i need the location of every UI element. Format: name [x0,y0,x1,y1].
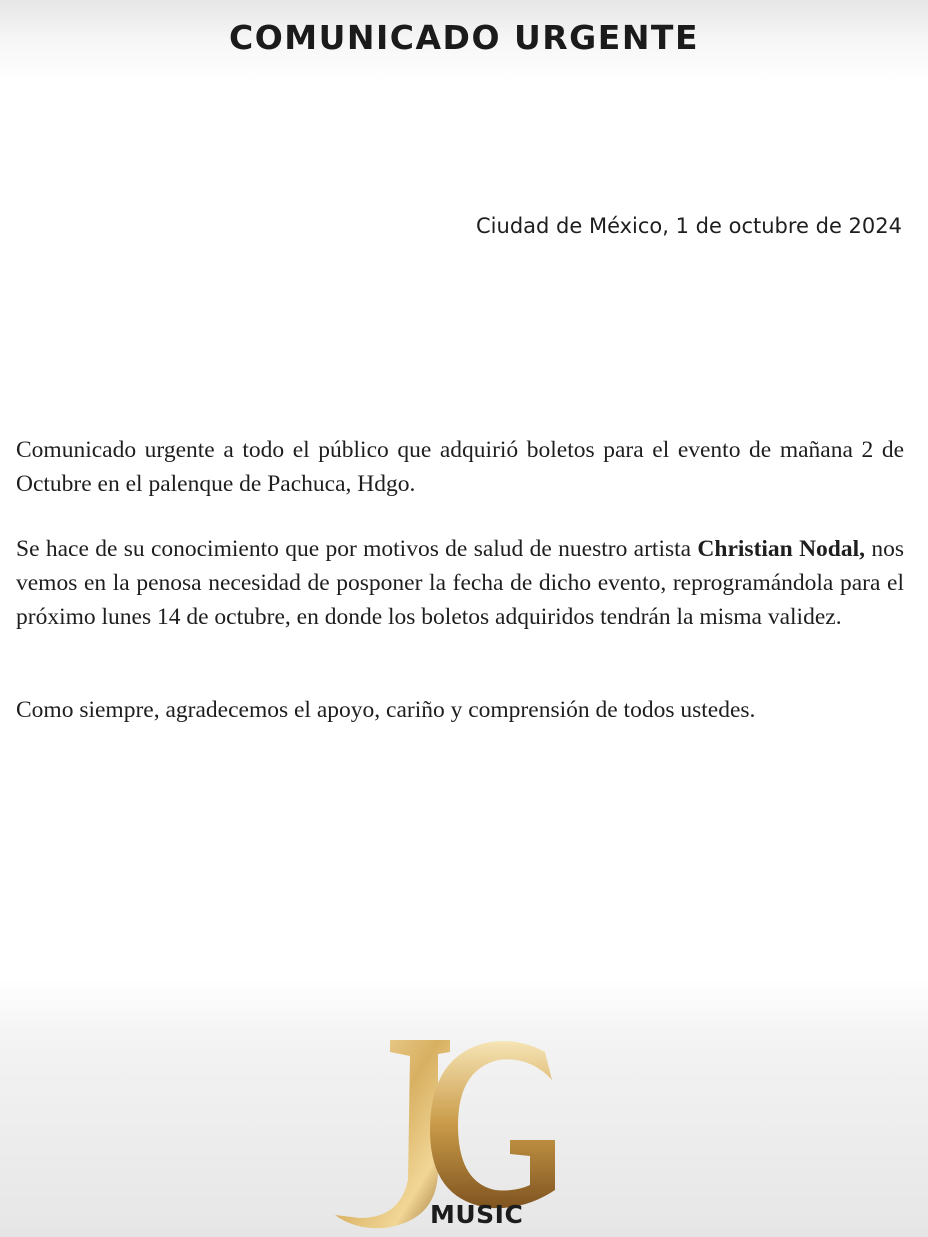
paragraph-postponement-lead: Se hace de su conocimiento que por motivos de salud de nuestro artista [16,536,692,562]
paragraph-postponement [16,532,904,634]
paragraph-announcement: Comunicado urgente a todo el público que adquirió boletos para el evento de mañana 2 de Octubre en el palenque de Pachuca, Hdgo. [16,437,904,497]
dateline: Ciudad de México, 1 de octubre de 2024 [476,214,902,238]
paragraph-postponement-rest: nos vemos en la penosa necesidad de posponer la fecha de dicho evento, reprogramándola para el próximo lunes 14 de octubre, en donde los boletos adquiridos tendrán la misma validez. [16,536,905,630]
artist-name: Christian Nodal, [697,536,866,562]
logo-music-label: MUSIC [430,1200,524,1229]
paragraph-thanks: Como siempre, agradecemos el apoyo, cariño y comprensión de todos ustedes. [16,697,756,723]
page-title: COMUNICADO URGENTE [228,18,699,57]
